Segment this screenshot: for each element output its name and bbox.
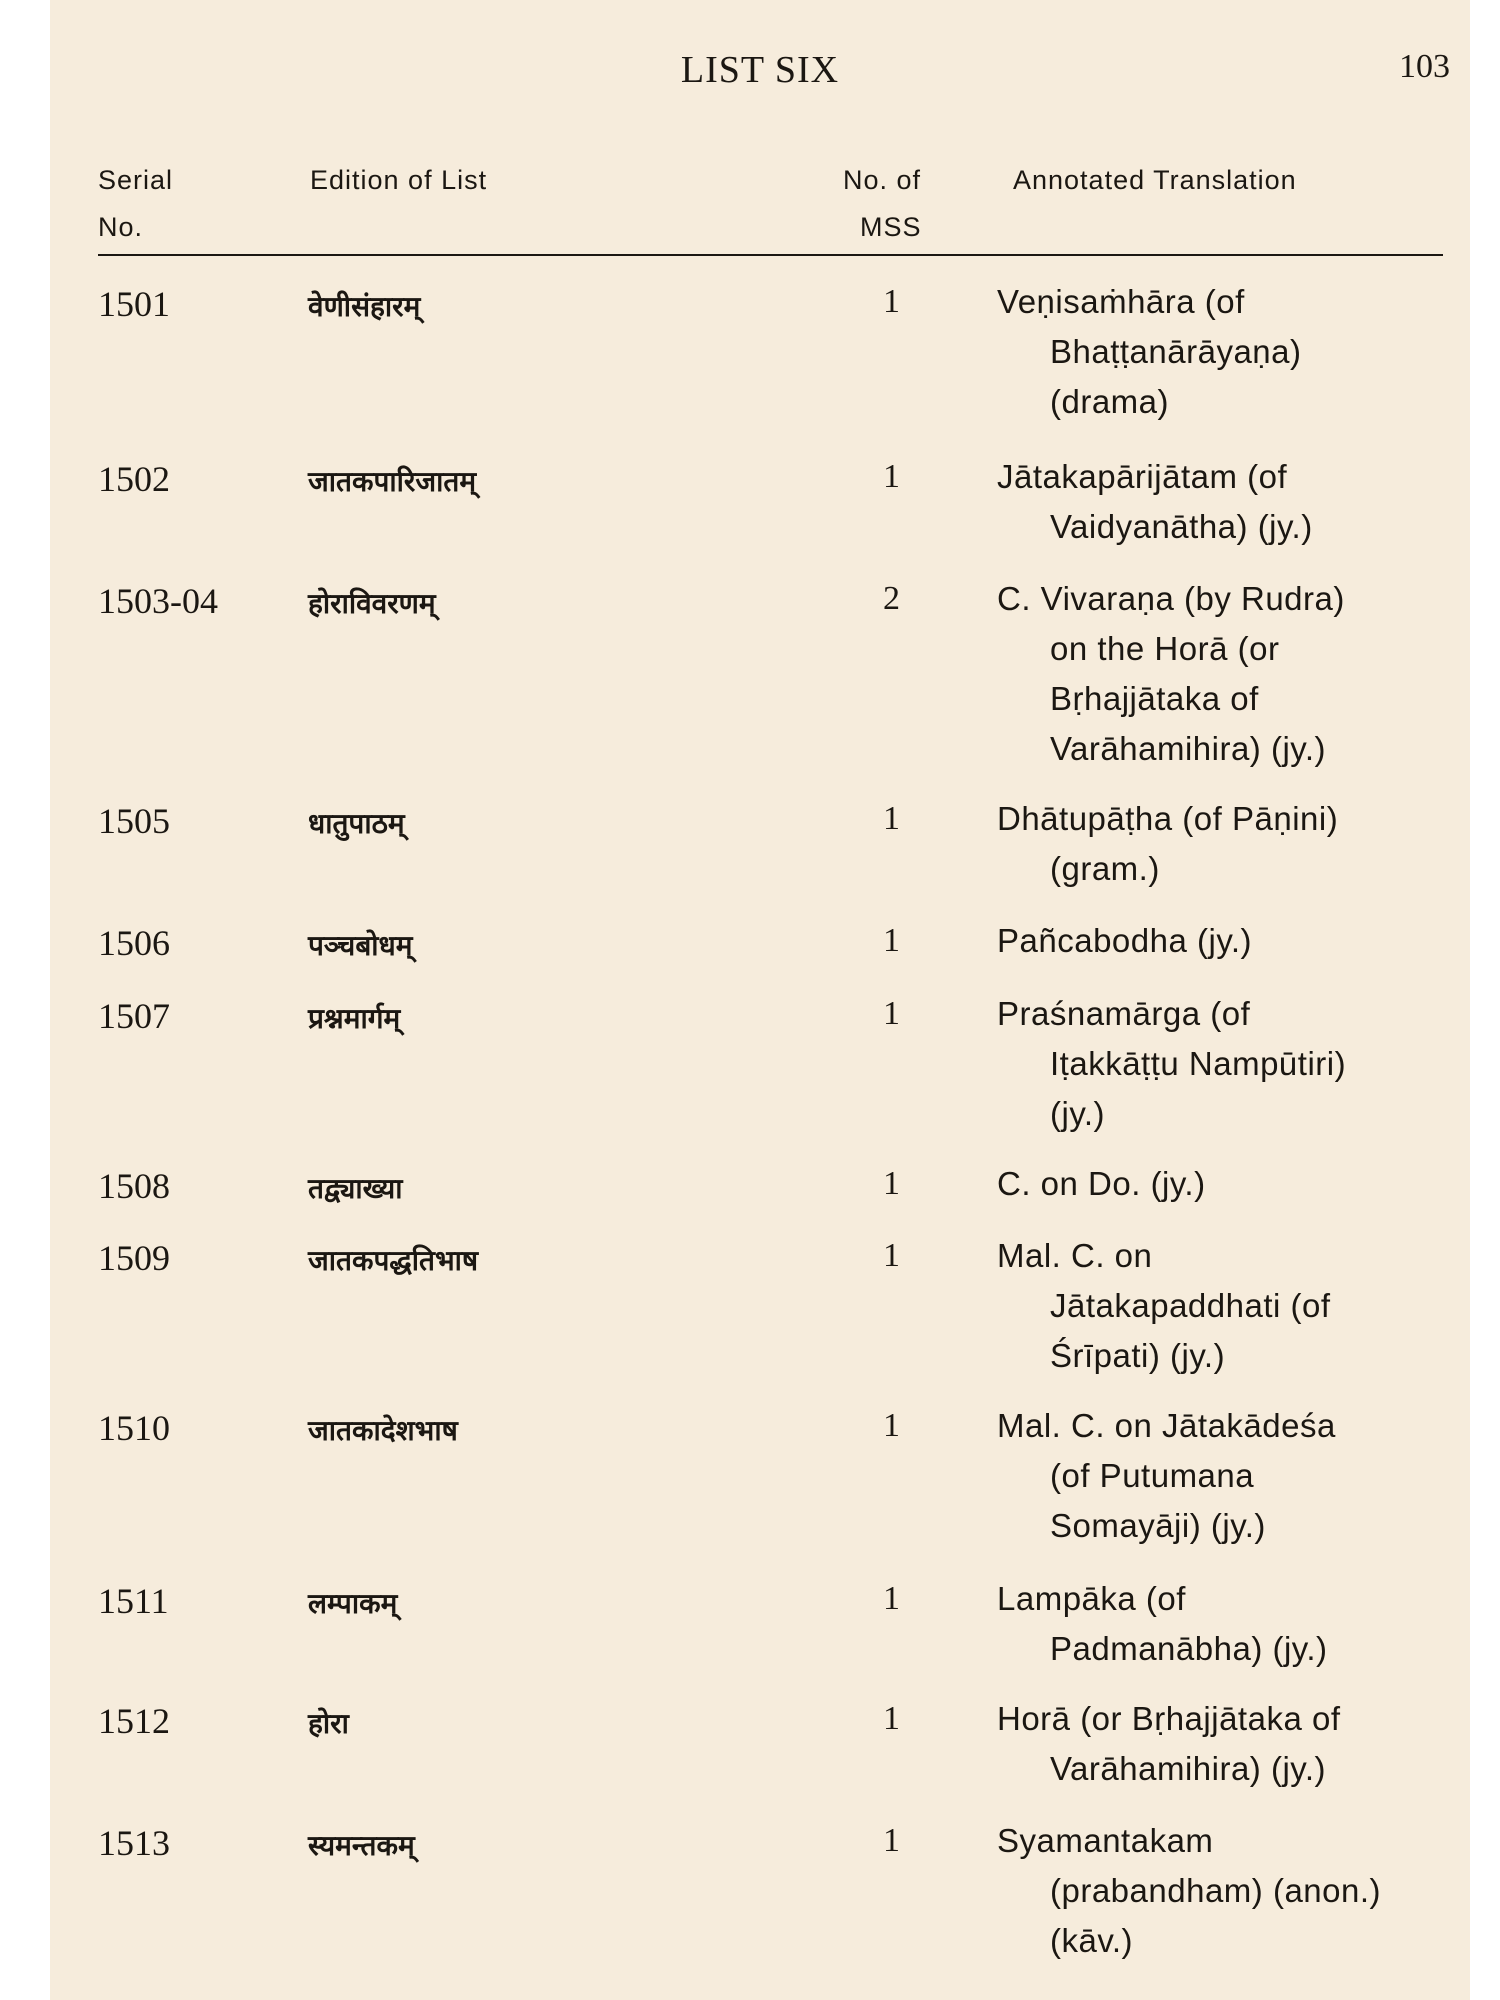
mss-count: 1 xyxy=(883,1165,900,1202)
column-header-mss-line1: No. of xyxy=(843,165,922,195)
serial-number: 1512 xyxy=(98,1701,170,1741)
annotated-translation xyxy=(997,989,1437,1139)
translation-line: Vaidyanātha) (jy.) xyxy=(1050,508,1313,545)
translation-line: Śrīpati) (jy.) xyxy=(1050,1337,1226,1374)
edition-title: धातुपाठम् xyxy=(308,807,405,840)
annotated-translation xyxy=(997,574,1437,774)
translation-line: Padmanābha) (jy.) xyxy=(1050,1630,1328,1667)
translation-line: Praśnamārga (of xyxy=(997,995,1251,1032)
mss-count: 1 xyxy=(883,922,900,959)
column-header-mss-line2: MSS xyxy=(860,212,922,242)
edition-title: होरा xyxy=(308,1707,349,1740)
serial-number: 1511 xyxy=(98,1581,169,1621)
serial-number: 1502 xyxy=(98,459,170,499)
translation-line: (drama) xyxy=(1050,383,1170,420)
column-header-mss xyxy=(843,165,922,243)
translation-line: Pañcabodha (jy.) xyxy=(997,922,1253,959)
mss-count: 1 xyxy=(883,1237,900,1274)
edition-title: तद्व्याख्या xyxy=(308,1172,403,1205)
translation-line: Mal. C. on Jātakādeśa xyxy=(997,1407,1336,1444)
serial-number: 1505 xyxy=(98,801,170,841)
edition-title: जातकादेशभाष xyxy=(308,1414,458,1447)
mss-count: 1 xyxy=(883,458,900,495)
mss-count: 1 xyxy=(883,283,900,320)
translation-line: Dhātupāṭha (of Pāṇini) xyxy=(997,800,1339,837)
mss-count: 2 xyxy=(883,580,900,617)
translation-line: Jātakapaddhati (of xyxy=(1050,1287,1331,1324)
edition-title: वेणीसंहारम् xyxy=(308,290,421,323)
serial-number: 1508 xyxy=(98,1166,170,1206)
serial-number: 1510 xyxy=(98,1408,170,1448)
page-title: LIST SIX xyxy=(680,49,840,91)
translation-line: Iṭakkāṭṭu Nampūtiri) xyxy=(1050,1045,1347,1082)
annotated-translation xyxy=(997,1401,1437,1551)
translation-line: Jātakapārijātam (of xyxy=(997,458,1288,495)
translation-line: C. Vivaraṇa (by Rudra) xyxy=(997,580,1345,617)
translation-line: Somayāji) (jy.) xyxy=(1050,1507,1266,1544)
annotated-translation xyxy=(997,1694,1437,1794)
annotated-translation xyxy=(997,1574,1437,1674)
translation-line: Mal. C. on xyxy=(997,1237,1153,1274)
mss-count: 1 xyxy=(883,1700,900,1737)
mss-count: 1 xyxy=(883,995,900,1032)
edition-title: पञ्चबोधम् xyxy=(308,929,413,962)
edition-title: जातकपद्धतिभाष xyxy=(308,1244,479,1277)
serial-number: 1507 xyxy=(98,996,170,1036)
mss-count: 1 xyxy=(883,800,900,837)
column-header-serial xyxy=(98,165,173,243)
serial-number: 1509 xyxy=(98,1238,170,1278)
serial-number: 1506 xyxy=(98,923,170,963)
annotated-translation xyxy=(997,916,1437,966)
annotated-translation xyxy=(997,452,1437,552)
translation-line: on the Horā (or xyxy=(1050,630,1280,667)
annotated-translation xyxy=(997,1816,1437,1966)
translation-line: Syamantakam xyxy=(997,1822,1214,1859)
document-page xyxy=(50,0,1470,2000)
header-rule xyxy=(98,254,1443,256)
edition-title: लम्पाकम् xyxy=(308,1587,398,1620)
annotated-translation xyxy=(997,1231,1437,1381)
translation-line: (jy.) xyxy=(1050,1095,1106,1132)
translation-line: (kāv.) xyxy=(1050,1922,1134,1959)
translation-line: C. on Do. (jy.) xyxy=(997,1165,1206,1202)
edition-title: होराविवरणम् xyxy=(308,587,436,620)
translation-line: Horā (or Bṛhajjātaka of xyxy=(997,1700,1341,1737)
page-number: 103 xyxy=(1399,48,1450,85)
edition-title: प्रश्नमार्गम् xyxy=(308,1002,401,1035)
serial-number: 1501 xyxy=(98,284,170,324)
serial-number: 1503-04 xyxy=(98,581,218,621)
translation-line: (of Putumana xyxy=(1050,1457,1255,1494)
mss-count: 1 xyxy=(883,1580,900,1617)
translation-line: Veṇisaṁhāra (of xyxy=(997,283,1245,320)
translation-line: Varāhamihira) (jy.) xyxy=(1050,730,1326,767)
translation-line: Varāhamihira) (jy.) xyxy=(1050,1750,1326,1787)
translation-line: (prabandham) (anon.) xyxy=(1050,1872,1382,1909)
edition-title: जातकपारिजातम् xyxy=(308,465,477,498)
translation-line: Bhaṭṭanārāyaṇa) xyxy=(1050,333,1302,370)
mss-count: 1 xyxy=(883,1822,900,1859)
column-header-serial-line2: No. xyxy=(98,212,144,242)
annotated-translation xyxy=(997,794,1437,894)
mss-count: 1 xyxy=(883,1407,900,1444)
annotated-translation xyxy=(997,1159,1437,1209)
annotated-translation xyxy=(997,277,1437,427)
edition-title: स्यमन्तकम् xyxy=(308,1829,415,1862)
serial-number: 1513 xyxy=(98,1823,170,1863)
translation-line: Lampāka (of xyxy=(997,1580,1186,1617)
translation-line: (gram.) xyxy=(1050,850,1160,887)
column-header-translation: Annotated Translation xyxy=(1013,165,1297,195)
column-header-edition: Edition of List xyxy=(310,165,488,195)
column-header-serial-line1: Serial xyxy=(98,165,174,195)
translation-line: Bṛhajjātaka of xyxy=(1050,680,1259,717)
